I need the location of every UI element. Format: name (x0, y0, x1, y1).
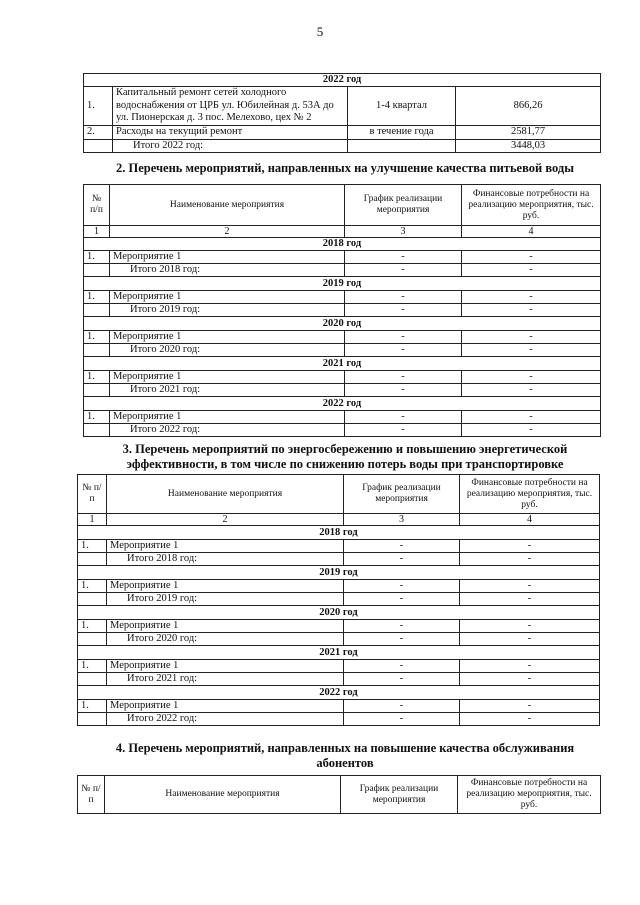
total-row: Итого 2020 год: - - (78, 633, 600, 646)
row-name: Расходы на текущий ремонт (113, 125, 348, 139)
section-3-title: 3. Перечень мероприятий по энергосбережению и повышению энергетической эффективности, в том числе по снижению потерь воды при транспортировке (122, 442, 568, 471)
column-numbers-row: 1 2 3 4 (78, 514, 600, 526)
row-amount: 866,26 (456, 87, 601, 126)
table-row: 1. Мероприятие 1 - - (84, 411, 601, 424)
total-row: Итого 2019 год: - - (78, 593, 600, 606)
total-label: Итого 2022 год: (113, 139, 348, 152)
row-number: 2. (84, 125, 113, 139)
table-row: 1. Мероприятие 1 - - (78, 540, 600, 553)
section-2-title: 2. Перечень мероприятий, направленных на улучшение качества питьевой воды (116, 161, 574, 175)
column-numbers-row: 1 2 3 4 (84, 226, 601, 238)
row-number: 1. (84, 87, 113, 126)
total-row: Итого 2018 год: - - (78, 553, 600, 566)
table-row: 1. Мероприятие 1 - - (78, 660, 600, 673)
header-num: № п/п (78, 475, 107, 514)
year-label: 2022 год (84, 397, 601, 411)
total-row: Итого 2022 год: - - (84, 424, 601, 437)
total-row: Итого 2021 год: - - (84, 384, 601, 397)
table-row (84, 125, 601, 139)
header-finance: Финансовые потребности на реализацию мероприятия, тыс. руб. (462, 185, 601, 226)
total-row: Итого 2020 год: - - (84, 344, 601, 357)
header-name: Наименование мероприятия (107, 475, 344, 514)
header-name: Наименование мероприятия (105, 776, 341, 814)
table-row (84, 87, 601, 126)
section-4-table (77, 775, 601, 814)
table-header (78, 776, 601, 814)
table-row: 1. Мероприятие 1 - - (78, 580, 600, 593)
header-schedule: График реализации мероприятия (344, 475, 460, 514)
table-row: 1. Мероприятие 1 - - (78, 700, 600, 713)
row-schedule: в течение года (348, 125, 456, 139)
year-row (84, 74, 601, 87)
year-label: 2020 год (84, 317, 601, 331)
row-schedule: 1-4 квартал (348, 87, 456, 126)
total-row: Итого 2019 год: - - (84, 304, 601, 317)
year-label: 2021 год (78, 646, 600, 660)
row-name: Капитальный ремонт сетей холодного водоснабжения от ЦРБ ул. Юбилейная д. 53А до ул. Пионерская д. 3 пос. Мелехово, цех № 2 (113, 87, 348, 126)
header-finance: Финансовые потребности на реализацию мероприятия, тыс. руб. (460, 475, 600, 514)
header-finance: Финансовые потребности на реализацию мероприятия, тыс. руб. (458, 776, 601, 814)
year-label: 2021 год (84, 357, 601, 371)
year-label: 2018 год (84, 238, 601, 251)
year-label: 2020 год (78, 606, 600, 620)
year-label: 2022 год (78, 686, 600, 700)
table-row: 1. Мероприятие 1 - - (84, 251, 601, 264)
total-row (84, 139, 601, 152)
section-3-table (77, 474, 600, 726)
capital-repair-table (83, 73, 601, 153)
table-row: 1. Мероприятие 1 - - (84, 371, 601, 384)
page-number: 5 (316, 24, 324, 39)
row-amount: 2581,77 (456, 125, 601, 139)
header-schedule: График реализации мероприятия (345, 185, 462, 226)
year-label: 2019 год (78, 566, 600, 580)
header-num: № п/п (84, 185, 110, 226)
total-row: Итого 2022 год: - - (78, 713, 600, 726)
table-row: 1. Мероприятие 1 - - (84, 291, 601, 304)
section-4-title: 4. Перечень мероприятий, направленных на повышение качества обслуживания абонентов (115, 741, 575, 770)
table-row: 1. Мероприятие 1 - - (78, 620, 600, 633)
table-row: 1. Мероприятие 1 - - (84, 331, 601, 344)
total-row: Итого 2021 год: - - (78, 673, 600, 686)
table-header (84, 185, 601, 226)
header-schedule: График реализации мероприятия (341, 776, 458, 814)
table-header (78, 475, 600, 514)
total-amount: 3448,03 (456, 139, 601, 152)
year-label: 2022 год (84, 74, 601, 87)
year-label: 2019 год (84, 277, 601, 291)
header-name: Наименование мероприятия (110, 185, 345, 226)
header-num: № п/п (78, 776, 105, 814)
total-row: Итого 2018 год: - - (84, 264, 601, 277)
year-label: 2018 год (78, 526, 600, 540)
section-2-table (83, 184, 601, 437)
